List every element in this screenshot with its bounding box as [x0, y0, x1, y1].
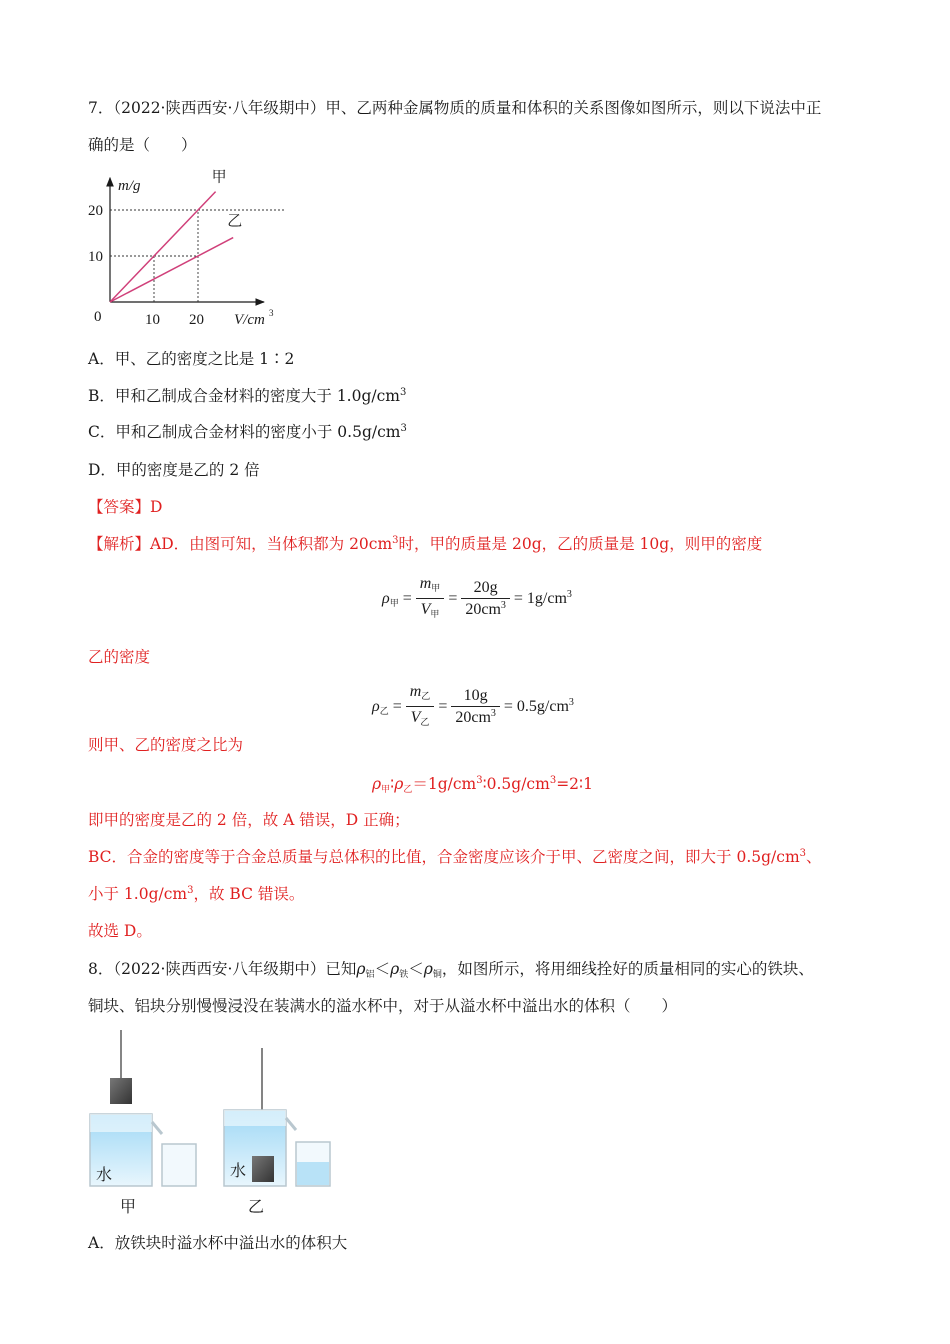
v-sub: 乙	[420, 717, 430, 727]
fraction-mv	[416, 574, 445, 625]
m-sub: 甲	[431, 583, 441, 593]
figure-label-yi: 乙	[248, 1199, 265, 1216]
numerator: 10g	[451, 686, 500, 707]
analysis-label: 【解析】	[88, 535, 151, 553]
rho-symbol: ρ	[390, 960, 400, 978]
unit-sup: 3	[392, 535, 399, 546]
q8-stem-line1	[88, 958, 814, 986]
fraction-values	[451, 686, 500, 729]
ratio-part2: ∶0.5g/cm	[482, 775, 550, 793]
sub-cu: 铜	[432, 970, 442, 980]
ratio-intro: 则甲、乙的密度之比为	[88, 736, 244, 754]
rho-symbol: ρ	[394, 775, 404, 793]
q7-option-b	[88, 385, 406, 407]
unit-sup: 3	[400, 423, 407, 434]
y-axis-label: m/g	[118, 177, 141, 194]
unit-sup: 3	[490, 708, 496, 719]
answer-value: D	[150, 498, 163, 516]
rho-sub: 甲	[389, 598, 399, 609]
q7-option-b-text: B．甲和乙制成合金材料的密度大于 1.0g/cm	[88, 387, 400, 405]
q7-option-d: D．甲的密度是乙的 2 倍	[88, 461, 260, 479]
water-label: 水	[96, 1167, 113, 1184]
water-label: 水	[230, 1163, 247, 1180]
unit-sup: 3	[476, 775, 483, 786]
less-than: ＜	[374, 960, 391, 978]
formula-density-jia: $\rho_甲$ = $\frac{m_甲}{V_甲}$ = $\frac{20g}{20cm^3}$ = $1g/cm^3$	[382, 574, 572, 625]
answer-label: 【答案】	[88, 498, 151, 516]
density-ratio	[372, 772, 593, 795]
q7-analysis	[88, 533, 762, 555]
y-tick-label: 20	[88, 203, 103, 219]
formula-result: = 1g/cm	[513, 590, 567, 608]
x-tick-label: 10	[145, 312, 160, 328]
analysis-text: AD．由图可知，当体积都为 20cm	[150, 535, 393, 553]
q7-option-a: A．甲、乙的密度之比是 1∶2	[88, 350, 295, 368]
sub-fe: 铁	[399, 970, 409, 980]
ratio-colon: ∶	[390, 775, 395, 793]
conclusion-ad: 即甲的密度是乙的 2 倍，故 A 错误，D 正确；	[88, 811, 410, 829]
denominator: 20cm	[465, 601, 501, 618]
mass-volume-chart	[84, 168, 294, 338]
ratio-part3: =2∶1	[556, 775, 593, 793]
v-symbol: V	[410, 709, 421, 726]
unit-sup: 3	[566, 589, 572, 601]
unit-sup: 3	[400, 387, 407, 398]
v-sub: 甲	[430, 609, 440, 619]
formula-density-yi: $\rho_乙$ = $\frac{m_乙}{V_乙}$ = $\frac{10g}{20cm^3}$ = $0.5g/cm^3$	[372, 682, 574, 733]
q7-stem-line2: 确的是（ ）	[88, 136, 197, 154]
fraction-values	[461, 578, 510, 621]
conclusion-bc-2	[88, 883, 304, 905]
metal-block	[110, 1078, 132, 1104]
rho-symbol: ρ	[382, 590, 390, 608]
final-choice: 故选 D。	[88, 922, 152, 940]
q7-option-c-text: C．甲和乙制成合金材料的密度小于 0.5g/cm	[88, 423, 401, 441]
q7-stem-line1: 7．（2022·陕西西安·八年级期中）甲、乙两种金属物质的质量和体积的关系图像如图所示，则以下说法中正	[88, 99, 822, 117]
conclusion-bc-text2: 小于 1.0g/cm	[88, 885, 188, 903]
rho-sub: 乙	[379, 706, 389, 717]
figure-label-jia: 甲	[120, 1199, 137, 1216]
conclusion-bc-1	[88, 846, 822, 868]
numerator: 20g	[461, 578, 510, 599]
rho-symbol: ρ	[372, 775, 382, 793]
m-symbol: m	[419, 575, 432, 592]
unit-sup: 3	[568, 697, 574, 709]
analysis-text2: 时，甲的质量是 20g，乙的质量是 10g，则甲的密度	[398, 535, 763, 553]
denominator: 20cm	[455, 709, 491, 726]
unit-sup: 3	[799, 848, 807, 859]
unit-sup: 3	[500, 600, 506, 611]
metal-block	[252, 1156, 274, 1182]
q7-option-c	[88, 421, 407, 443]
sub-al: 铝	[365, 970, 375, 980]
origin-label: 0	[94, 309, 102, 325]
ratio-part1: ＝1g/cm	[412, 775, 477, 793]
v-symbol: V	[420, 601, 431, 618]
y-tick-label: 10	[88, 249, 103, 265]
conclusion-bc-text: BC．合金的密度等于合金总质量与总体积的比值，合金密度应该介于甲、乙密度之间，即大于 0.5g/cm	[88, 848, 800, 866]
overflow-cup-figure	[84, 1030, 344, 1220]
x-axis-label: V/cm	[234, 312, 265, 328]
series-line-yi	[110, 238, 233, 302]
q8-stem-line2: 铜块、铝块分别慢慢浸没在装满水的溢水杯中，对于从溢水杯中溢出水的体积（ ）	[88, 997, 678, 1015]
unit-sup: 3	[187, 885, 194, 896]
m-sub: 乙	[421, 691, 431, 701]
series-label-jia: 甲	[211, 169, 227, 186]
yi-density-heading: 乙的密度	[88, 648, 151, 666]
q8-stem-intro: 8．（2022·陕西西安·八年级期中）已知	[88, 960, 357, 978]
rho-symbol: ρ	[356, 960, 366, 978]
q8-option-a: A．放铁块时溢水杯中溢出水的体积大	[88, 1234, 348, 1252]
m-symbol: m	[409, 683, 422, 700]
series-label-yi: 乙	[227, 213, 243, 230]
rho-sub-jia: 甲	[381, 785, 391, 795]
conclusion-bc-tail2: ，故 BC 错误。	[193, 885, 305, 903]
formula-result: = 0.5g/cm	[503, 698, 569, 716]
overflow-cup-jia	[90, 1030, 196, 1216]
less-than: ＜	[408, 960, 424, 978]
rho-symbol: ρ	[423, 960, 433, 978]
conclusion-bc-tail: 、	[806, 848, 822, 866]
rho-sub-yi: 乙	[403, 785, 413, 795]
x-tick-label: 20	[189, 312, 204, 328]
q8-stem-rest: ，如图所示，将用细线拴好的质量相同的实心的铁块、	[441, 960, 814, 978]
x-axis-label-sup: 3	[269, 308, 274, 318]
overflow-cup-yi	[224, 1048, 330, 1216]
series-line-jia	[110, 192, 216, 302]
q7-answer	[88, 496, 162, 518]
rho-symbol: ρ	[372, 698, 380, 716]
unit-sup: 3	[549, 775, 557, 786]
fraction-mv	[406, 682, 435, 733]
